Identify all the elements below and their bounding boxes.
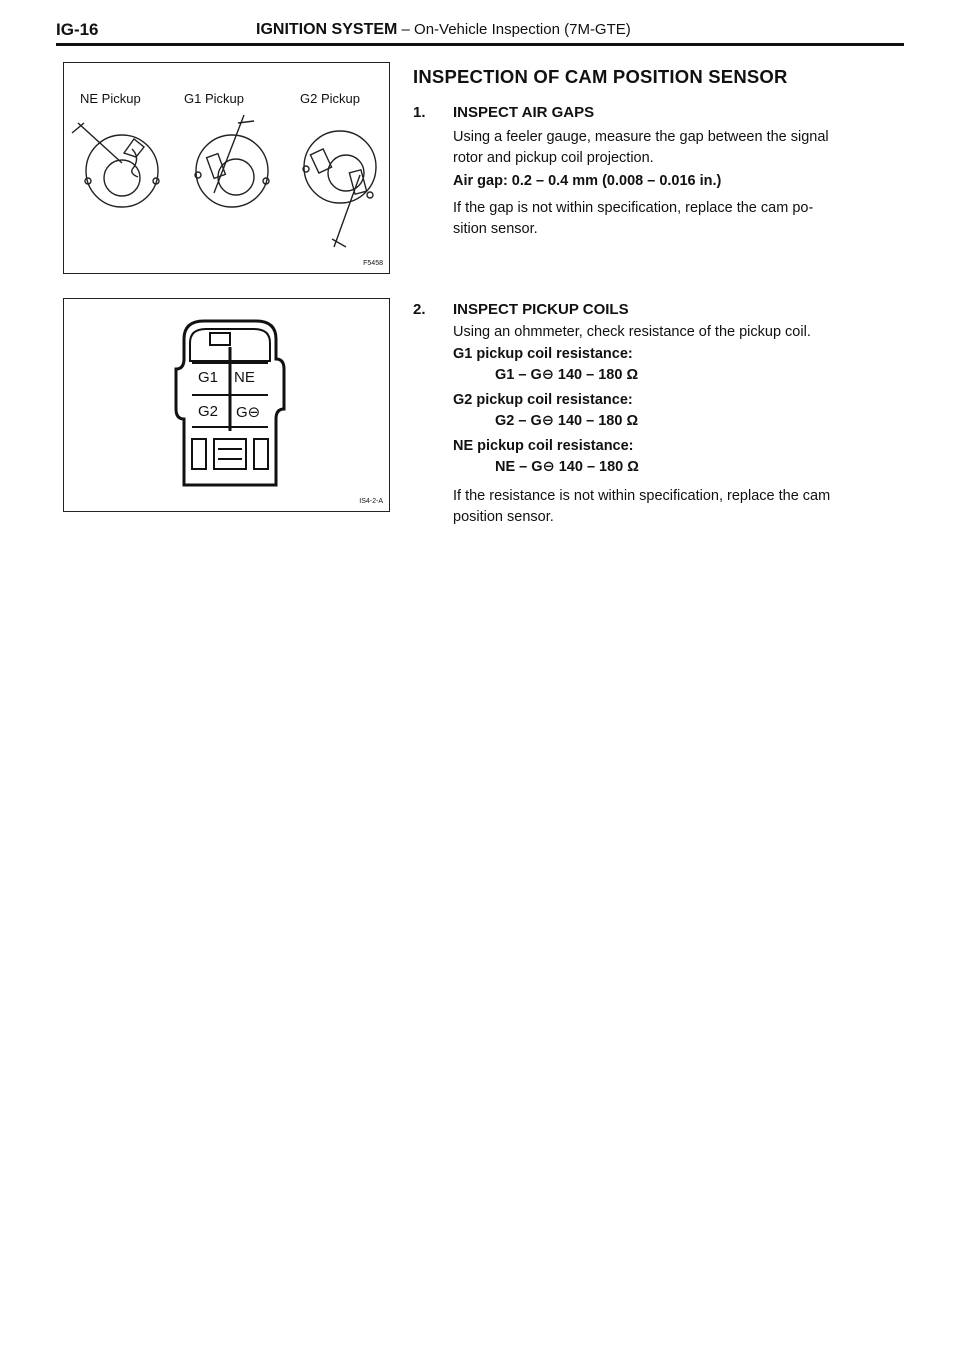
figure1-code: F5458 [363,260,383,267]
g1-resistance-value: G1 – G⊖ 140 – 180 Ω [495,367,639,383]
ne-resistance-label: NE pickup coil resistance: [453,438,634,454]
page-id: IG-16 [56,20,99,39]
pin-ne: NE [234,369,255,386]
g1-pickup-label: G1 Pickup [184,91,244,106]
air-gap-spec: Air gap: 0.2 – 0.4 mm (0.008 – 0.016 in.) [453,173,722,189]
pin-g2: G2 [198,403,219,420]
step2-note-2: position sensor. [453,509,554,525]
step1-note-2: sition sensor. [453,221,538,237]
step2-heading: INSPECT PICKUP COILS [453,301,629,318]
g1-resistance-label: G1 pickup coil resistance: [453,346,633,362]
step2-intro: Using an ohmmeter, check resistance of the pickup coil. [453,324,811,340]
connector-figure [63,298,390,512]
section-title: INSPECTION OF CAM POSITION SENSOR [413,66,788,87]
step1-note-1: If the gap is not within specification, replace the cam po- [453,200,814,216]
g2-resistance-value: G2 – G⊖ 140 – 180 Ω [495,413,639,429]
figure2-code: IS4-2-A [359,498,383,505]
pin-g1: G1 [198,369,219,386]
g1-signal-rotor [218,159,254,195]
step1-line-2: rotor and pickup coil projection. [453,150,654,166]
header-rule [56,43,904,46]
pickup-figure [63,62,390,274]
g2-pointer-line [334,175,360,247]
step1-line-1: Using a feeler gauge, measure the gap between the signal [453,129,829,145]
g2-signal-rotor [328,155,364,191]
g2-resistance-label: G2 pickup coil resistance: [453,392,633,408]
ne-pointer-line [78,123,122,163]
step1-number: 1. [413,104,426,121]
header-title [256,21,631,39]
g2-sensor-housing [304,131,376,203]
pickup-drawing [64,63,389,273]
g2-pickup-label: G2 Pickup [300,91,360,106]
page-header [56,20,904,44]
ne-resistance-value: NE – G⊖ 140 – 180 Ω [495,459,639,475]
step2-number: 2. [413,301,426,318]
header-subtitle: – On-Vehicle Inspection (7M-GTE) [397,21,631,38]
pin-g-negative: G⊖ [236,404,261,421]
step1-heading: INSPECT AIR GAPS [453,104,595,121]
step2-note-1: If the resistance is not within specification, replace the cam [453,488,831,504]
header-section: IGNITION SYSTEM [256,21,398,38]
ne-pickup-label: NE Pickup [80,91,141,106]
connector-drawing [64,299,389,511]
